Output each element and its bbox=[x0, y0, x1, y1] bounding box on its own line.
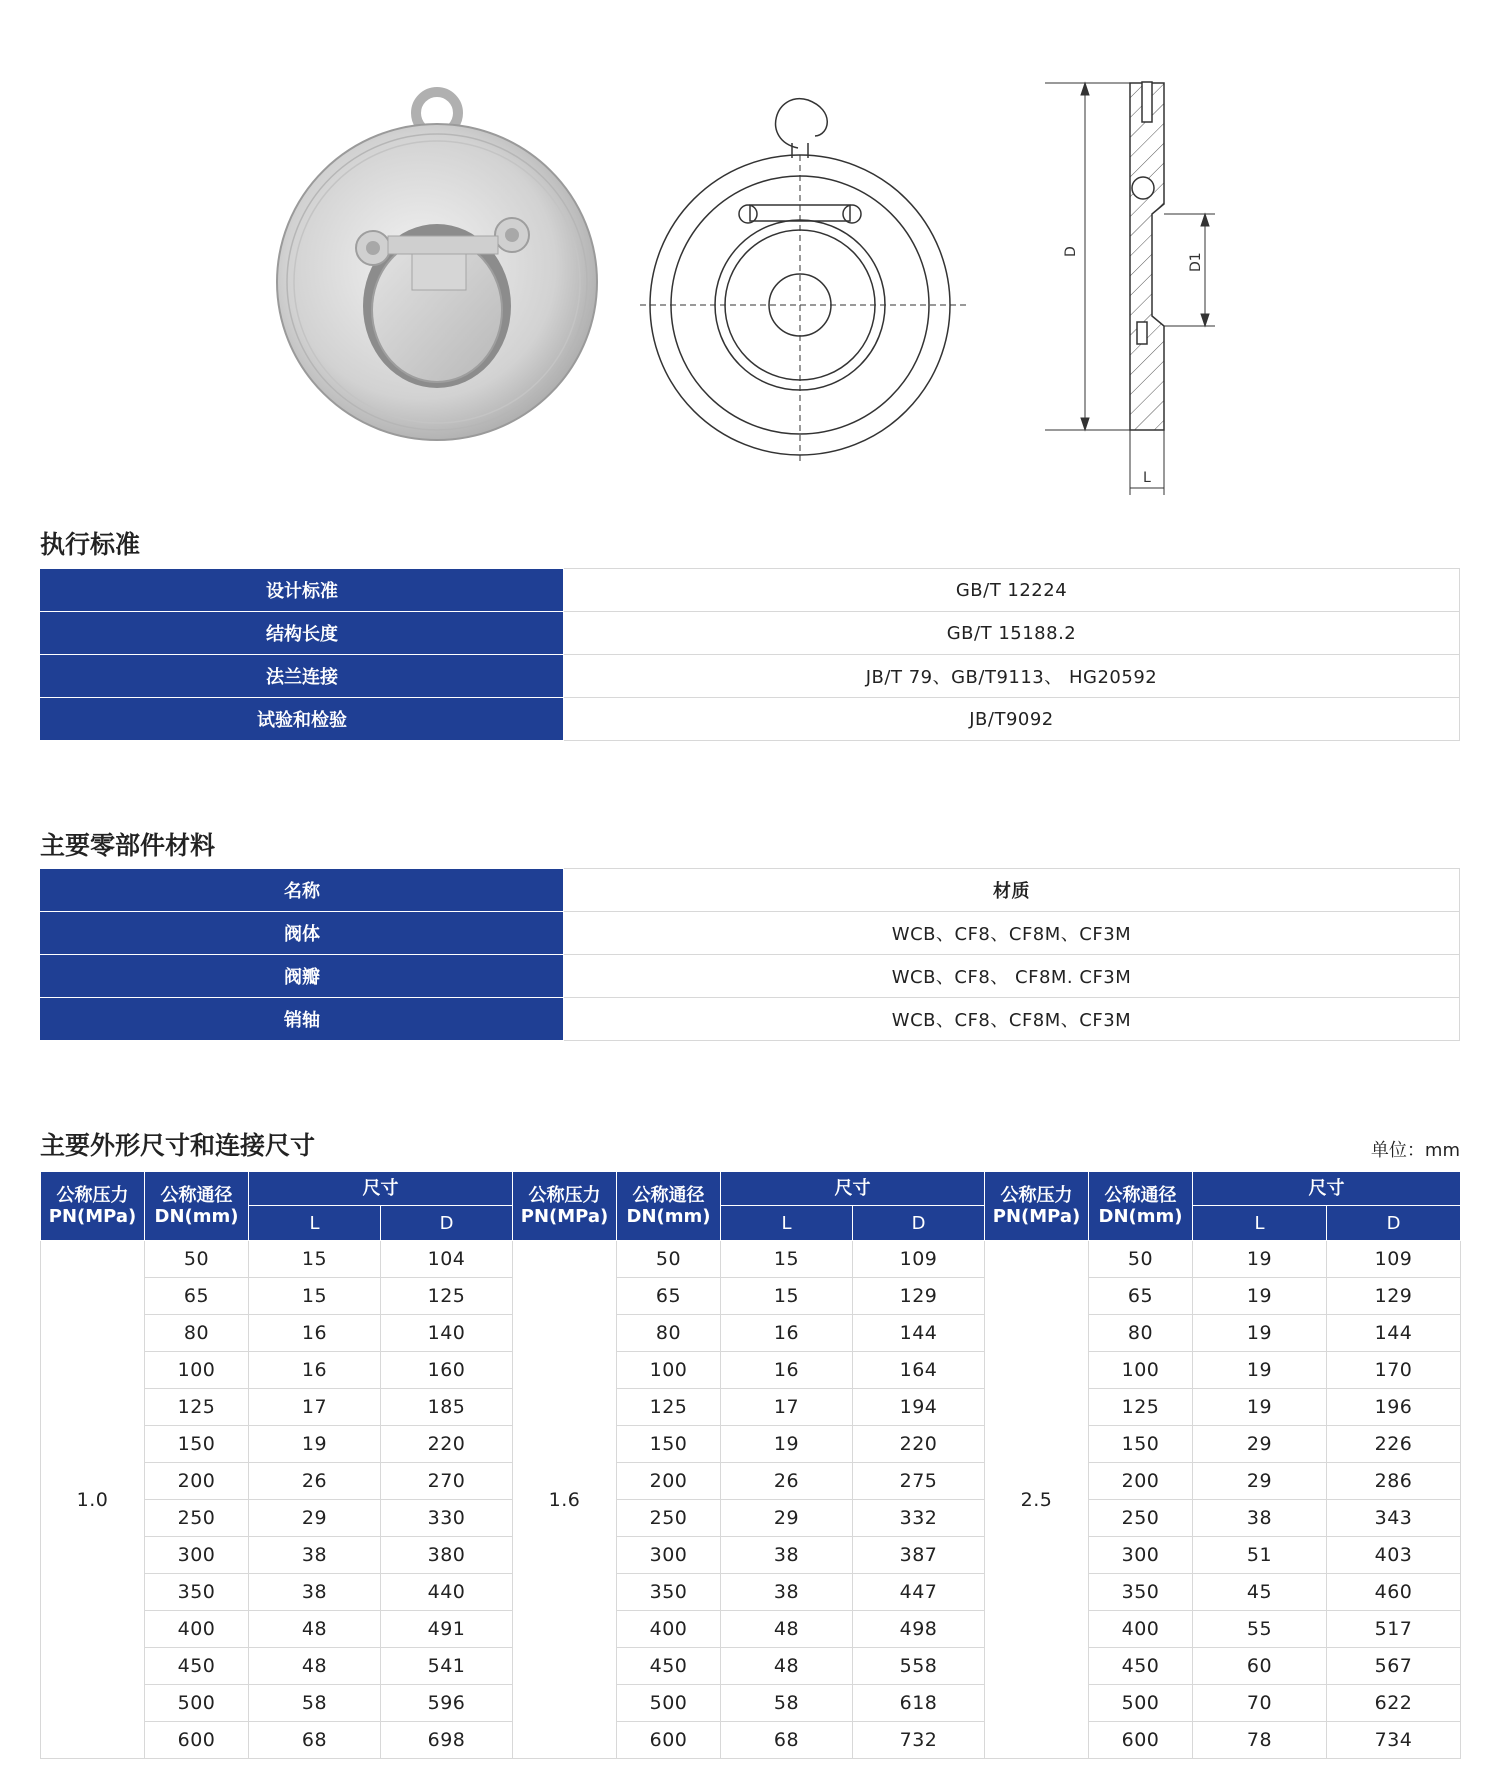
l-cell: 48 bbox=[721, 1611, 853, 1648]
d-cell: 498 bbox=[853, 1611, 985, 1648]
d-cell: 330 bbox=[381, 1500, 513, 1537]
table-row bbox=[41, 1685, 1461, 1722]
table-row bbox=[41, 612, 1460, 655]
dn-cell: 450 bbox=[617, 1648, 721, 1685]
dimension-label-d: D bbox=[1063, 246, 1079, 257]
table-row bbox=[41, 1611, 1461, 1648]
d-cell: 226 bbox=[1327, 1426, 1461, 1463]
l-cell: 15 bbox=[721, 1241, 853, 1278]
table-row bbox=[41, 869, 1460, 912]
d-cell: 220 bbox=[853, 1426, 985, 1463]
dimensions-body bbox=[41, 1241, 1461, 1759]
d-cell: 622 bbox=[1327, 1685, 1461, 1722]
l-cell: 17 bbox=[249, 1389, 381, 1426]
d-cell: 460 bbox=[1327, 1574, 1461, 1611]
table-row bbox=[41, 569, 1460, 612]
d-cell: 734 bbox=[1327, 1722, 1461, 1759]
d-cell: 618 bbox=[853, 1685, 985, 1722]
l-cell: 58 bbox=[721, 1685, 853, 1722]
dn-cell: 400 bbox=[1089, 1611, 1193, 1648]
l-cell: 16 bbox=[721, 1315, 853, 1352]
standard-label: 法兰连接 bbox=[41, 655, 564, 698]
table-row bbox=[41, 1463, 1461, 1500]
d-cell: 144 bbox=[1327, 1315, 1461, 1352]
table-row bbox=[41, 1574, 1461, 1611]
standard-value: GB/T 12224 bbox=[564, 569, 1460, 612]
l-header: L bbox=[721, 1206, 853, 1241]
material-label: 名称 bbox=[41, 869, 564, 912]
table-row bbox=[41, 1389, 1461, 1426]
dn-cell: 350 bbox=[1089, 1574, 1193, 1611]
table-row bbox=[41, 998, 1460, 1041]
l-header: L bbox=[1193, 1206, 1327, 1241]
standard-label: 试验和检验 bbox=[41, 698, 564, 741]
l-cell: 19 bbox=[721, 1426, 853, 1463]
table-row bbox=[41, 1648, 1461, 1685]
l-cell: 78 bbox=[1193, 1722, 1327, 1759]
l-cell: 26 bbox=[721, 1463, 853, 1500]
d-cell: 270 bbox=[381, 1463, 513, 1500]
d-cell: 732 bbox=[853, 1722, 985, 1759]
d-cell: 491 bbox=[381, 1611, 513, 1648]
material-label: 销轴 bbox=[41, 998, 564, 1041]
dn-cell: 450 bbox=[145, 1648, 249, 1685]
dimensions-table bbox=[40, 1171, 1461, 1759]
dn-cell: 250 bbox=[1089, 1500, 1193, 1537]
table-row bbox=[41, 1500, 1461, 1537]
table-row bbox=[41, 1537, 1461, 1574]
dn-cell: 100 bbox=[617, 1352, 721, 1389]
table-row bbox=[41, 655, 1460, 698]
dn-header bbox=[1089, 1172, 1193, 1241]
table-row bbox=[41, 1241, 1461, 1278]
l-cell: 48 bbox=[249, 1648, 381, 1685]
l-cell: 29 bbox=[1193, 1426, 1327, 1463]
dn-cell: 200 bbox=[617, 1463, 721, 1500]
table-row bbox=[41, 1722, 1461, 1759]
d-cell: 698 bbox=[381, 1722, 513, 1759]
dn-cell: 600 bbox=[145, 1722, 249, 1759]
l-cell: 51 bbox=[1193, 1537, 1327, 1574]
l-cell: 19 bbox=[1193, 1241, 1327, 1278]
l-cell: 16 bbox=[249, 1352, 381, 1389]
dn-cell: 125 bbox=[145, 1389, 249, 1426]
dn-cell: 65 bbox=[1089, 1278, 1193, 1315]
standard-value: JB/T9092 bbox=[564, 698, 1460, 741]
l-cell: 26 bbox=[249, 1463, 381, 1500]
table-row bbox=[41, 1315, 1461, 1352]
l-cell: 45 bbox=[1193, 1574, 1327, 1611]
d-cell: 387 bbox=[853, 1537, 985, 1574]
dn-cell: 100 bbox=[1089, 1352, 1193, 1389]
table-row bbox=[41, 955, 1460, 998]
table-subheader-row bbox=[41, 1206, 1461, 1241]
dn-cell: 80 bbox=[1089, 1315, 1193, 1352]
d-cell: 275 bbox=[853, 1463, 985, 1500]
l-cell: 38 bbox=[249, 1574, 381, 1611]
d-cell: 343 bbox=[1327, 1500, 1461, 1537]
l-cell: 19 bbox=[1193, 1315, 1327, 1352]
size-header: 尺寸 bbox=[721, 1172, 985, 1206]
dn-cell: 600 bbox=[617, 1722, 721, 1759]
l-cell: 70 bbox=[1193, 1685, 1327, 1722]
dn-cell: 150 bbox=[1089, 1426, 1193, 1463]
d-cell: 332 bbox=[853, 1500, 985, 1537]
d-cell: 185 bbox=[381, 1389, 513, 1426]
pressure-cell: 2.5 bbox=[985, 1241, 1089, 1759]
material-value: WCB、CF8、 CF8M. CF3M bbox=[564, 955, 1460, 998]
d-cell: 447 bbox=[853, 1574, 985, 1611]
dn-cell: 250 bbox=[617, 1500, 721, 1537]
dn-cell: 200 bbox=[145, 1463, 249, 1500]
d-cell: 596 bbox=[381, 1685, 513, 1722]
l-header: L bbox=[249, 1206, 381, 1241]
pressure-cell: 1.6 bbox=[513, 1241, 617, 1759]
pn-header bbox=[41, 1172, 145, 1241]
dn-cell: 65 bbox=[617, 1278, 721, 1315]
material-value: WCB、CF8、CF8M、CF3M bbox=[564, 998, 1460, 1041]
d-header: D bbox=[853, 1206, 985, 1241]
pn-header-label: 公称压力 PN(MPa) bbox=[992, 1185, 1081, 1227]
l-cell: 19 bbox=[1193, 1389, 1327, 1426]
dn-cell: 50 bbox=[1089, 1241, 1193, 1278]
dimension-label-l: L bbox=[1143, 470, 1151, 486]
d-header: D bbox=[381, 1206, 513, 1241]
d-cell: 129 bbox=[1327, 1278, 1461, 1315]
pressure-cell: 1.0 bbox=[41, 1241, 145, 1759]
table-header-row bbox=[41, 1172, 1461, 1206]
material-value: WCB、CF8、CF8M、CF3M bbox=[564, 912, 1460, 955]
dn-cell: 500 bbox=[145, 1685, 249, 1722]
dn-cell: 50 bbox=[617, 1241, 721, 1278]
material-label: 阀体 bbox=[41, 912, 564, 955]
l-cell: 19 bbox=[1193, 1278, 1327, 1315]
l-cell: 15 bbox=[249, 1241, 381, 1278]
materials-table bbox=[40, 868, 1460, 1041]
dn-cell: 350 bbox=[145, 1574, 249, 1611]
l-cell: 38 bbox=[721, 1537, 853, 1574]
l-cell: 55 bbox=[1193, 1611, 1327, 1648]
l-cell: 19 bbox=[249, 1426, 381, 1463]
d-cell: 109 bbox=[853, 1241, 985, 1278]
valve-section-drawing bbox=[1045, 82, 1215, 495]
dn-cell: 350 bbox=[617, 1574, 721, 1611]
product-illustrations bbox=[0, 0, 1500, 500]
d-cell: 517 bbox=[1327, 1611, 1461, 1648]
d-cell: 541 bbox=[381, 1648, 513, 1685]
d-header: D bbox=[1327, 1206, 1461, 1241]
d-cell: 403 bbox=[1327, 1537, 1461, 1574]
table-row bbox=[41, 1278, 1461, 1315]
d-cell: 170 bbox=[1327, 1352, 1461, 1389]
l-cell: 38 bbox=[1193, 1500, 1327, 1537]
l-cell: 48 bbox=[249, 1611, 381, 1648]
dn-cell: 80 bbox=[617, 1315, 721, 1352]
d-cell: 440 bbox=[381, 1574, 513, 1611]
d-cell: 567 bbox=[1327, 1648, 1461, 1685]
d-cell: 125 bbox=[381, 1278, 513, 1315]
material-value: 材质 bbox=[564, 869, 1460, 912]
l-cell: 68 bbox=[721, 1722, 853, 1759]
d-cell: 196 bbox=[1327, 1389, 1461, 1426]
dn-cell: 125 bbox=[617, 1389, 721, 1426]
dn-cell: 65 bbox=[145, 1278, 249, 1315]
size-header: 尺寸 bbox=[1193, 1172, 1461, 1206]
d-cell: 286 bbox=[1327, 1463, 1461, 1500]
table-row bbox=[41, 1426, 1461, 1463]
dn-cell: 400 bbox=[145, 1611, 249, 1648]
l-cell: 38 bbox=[721, 1574, 853, 1611]
dn-header bbox=[145, 1172, 249, 1241]
dn-cell: 400 bbox=[617, 1611, 721, 1648]
standards-section-title: 执行标准 bbox=[40, 530, 141, 559]
l-cell: 48 bbox=[721, 1648, 853, 1685]
pn-header-label: 公称压力 PN(MPa) bbox=[48, 1185, 137, 1227]
dn-cell: 150 bbox=[617, 1426, 721, 1463]
valve-front-drawing bbox=[640, 99, 970, 462]
dn-header bbox=[617, 1172, 721, 1241]
table-row bbox=[41, 912, 1460, 955]
dn-cell: 450 bbox=[1089, 1648, 1193, 1685]
d-cell: 144 bbox=[853, 1315, 985, 1352]
d-cell: 558 bbox=[853, 1648, 985, 1685]
material-label: 阀瓣 bbox=[41, 955, 564, 998]
dn-cell: 300 bbox=[617, 1537, 721, 1574]
dn-cell: 150 bbox=[145, 1426, 249, 1463]
dn-cell: 600 bbox=[1089, 1722, 1193, 1759]
l-cell: 29 bbox=[249, 1500, 381, 1537]
l-cell: 15 bbox=[721, 1278, 853, 1315]
l-cell: 58 bbox=[249, 1685, 381, 1722]
l-cell: 29 bbox=[1193, 1463, 1327, 1500]
dn-cell: 500 bbox=[1089, 1685, 1193, 1722]
unit-label: 单位：mm bbox=[1370, 1140, 1460, 1161]
dn-cell: 500 bbox=[617, 1685, 721, 1722]
d-cell: 380 bbox=[381, 1537, 513, 1574]
dn-cell: 100 bbox=[145, 1352, 249, 1389]
d-cell: 220 bbox=[381, 1426, 513, 1463]
d-cell: 160 bbox=[381, 1352, 513, 1389]
dims-section-title: 主要外形尺寸和连接尺寸 bbox=[40, 1131, 316, 1160]
standard-label: 设计标准 bbox=[41, 569, 564, 612]
l-cell: 19 bbox=[1193, 1352, 1327, 1389]
d-cell: 164 bbox=[853, 1352, 985, 1389]
l-cell: 60 bbox=[1193, 1648, 1327, 1685]
dn-cell: 200 bbox=[1089, 1463, 1193, 1500]
l-cell: 29 bbox=[721, 1500, 853, 1537]
dn-header-label: 公称通径 DN(mm) bbox=[154, 1185, 239, 1227]
materials-section-title: 主要零部件材料 bbox=[40, 831, 216, 860]
table-row bbox=[41, 1352, 1461, 1389]
standard-label: 结构长度 bbox=[41, 612, 564, 655]
table-row bbox=[41, 698, 1460, 741]
l-cell: 15 bbox=[249, 1278, 381, 1315]
valve-photo bbox=[277, 92, 597, 440]
l-cell: 68 bbox=[249, 1722, 381, 1759]
d-cell: 194 bbox=[853, 1389, 985, 1426]
l-cell: 16 bbox=[721, 1352, 853, 1389]
d-cell: 104 bbox=[381, 1241, 513, 1278]
pn-header-label: 公称压力 PN(MPa) bbox=[520, 1185, 609, 1227]
dn-cell: 300 bbox=[145, 1537, 249, 1574]
pn-header bbox=[985, 1172, 1089, 1241]
d-cell: 109 bbox=[1327, 1241, 1461, 1278]
dn-cell: 125 bbox=[1089, 1389, 1193, 1426]
dn-cell: 250 bbox=[145, 1500, 249, 1537]
l-cell: 16 bbox=[249, 1315, 381, 1352]
standards-table bbox=[40, 568, 1460, 741]
dn-header-label: 公称通径 DN(mm) bbox=[626, 1185, 711, 1227]
l-cell: 17 bbox=[721, 1389, 853, 1426]
standard-value: JB/T 79、GB/T9113、 HG20592 bbox=[564, 655, 1460, 698]
dn-cell: 50 bbox=[145, 1241, 249, 1278]
l-cell: 38 bbox=[249, 1537, 381, 1574]
dimension-label-d1: D1 bbox=[1188, 252, 1204, 272]
d-cell: 129 bbox=[853, 1278, 985, 1315]
size-header: 尺寸 bbox=[249, 1172, 513, 1206]
pn-header bbox=[513, 1172, 617, 1241]
dn-cell: 80 bbox=[145, 1315, 249, 1352]
dn-header-label: 公称通径 DN(mm) bbox=[1098, 1185, 1183, 1227]
d-cell: 140 bbox=[381, 1315, 513, 1352]
dn-cell: 300 bbox=[1089, 1537, 1193, 1574]
standard-value: GB/T 15188.2 bbox=[564, 612, 1460, 655]
